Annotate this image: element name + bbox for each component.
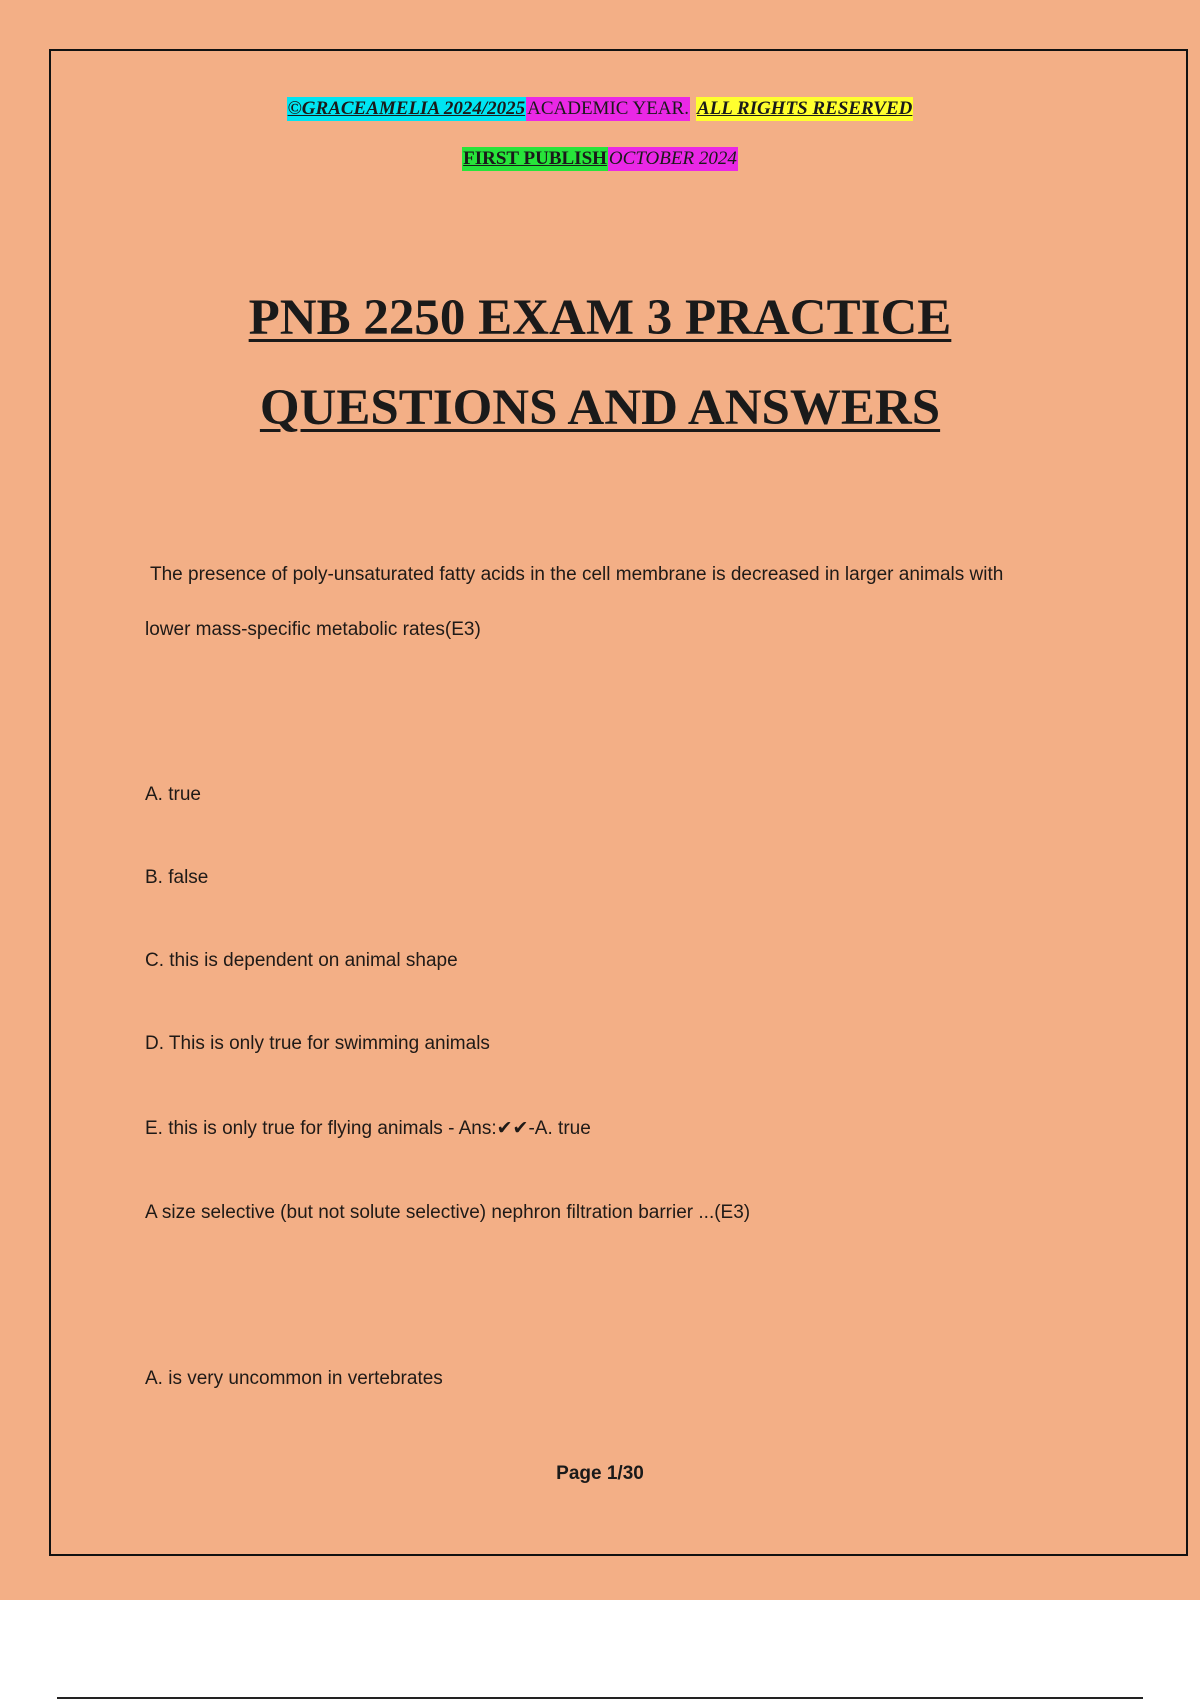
copyright-text: ©GRACEAMELIA 2024/2025 xyxy=(287,98,526,119)
question-1-stem-line-2: lower mass-specific metabolic rates(E3) xyxy=(145,619,481,640)
question-1-stem-line-1: The presence of poly-unsaturated fatty acids in the cell membrane is decreased in larger animals with xyxy=(150,564,1004,585)
next-page-top-rule xyxy=(57,1697,1143,1699)
question-1-option-e-answer: E. this is only true for flying animals - Ans:✔✔-A. true xyxy=(145,1118,591,1139)
rights-reserved-text: ALL RIGHTS RESERVED xyxy=(696,98,913,119)
document-title-line-2: QUESTIONS AND ANSWERS xyxy=(259,380,941,436)
question-2-option-a: A. is very uncommon in vertebrates xyxy=(145,1368,443,1389)
document-title-line-1: PNB 2250 EXAM 3 PRACTICE xyxy=(248,290,952,346)
header-publish-line xyxy=(0,147,1200,171)
question-2-stem: A size selective (but not solute selective) nephron filtration barrier ...(E3) xyxy=(145,1202,751,1223)
question-1-option-d: D. This is only true for swimming animals xyxy=(145,1033,490,1054)
publish-date-text: OCTOBER 2024 xyxy=(608,148,737,169)
page-border xyxy=(49,49,1188,1556)
question-1-option-b: B. false xyxy=(145,867,209,888)
question-1-option-c: C. this is dependent on animal shape xyxy=(145,950,458,971)
question-1-option-a: A. true xyxy=(145,784,201,805)
page-number: Page 1/30 xyxy=(556,1463,644,1484)
academic-year-text: ACADEMIC YEAR. xyxy=(527,98,689,119)
first-publish-text: FIRST PUBLISH xyxy=(463,148,607,169)
header-copyright-line xyxy=(0,97,1200,121)
